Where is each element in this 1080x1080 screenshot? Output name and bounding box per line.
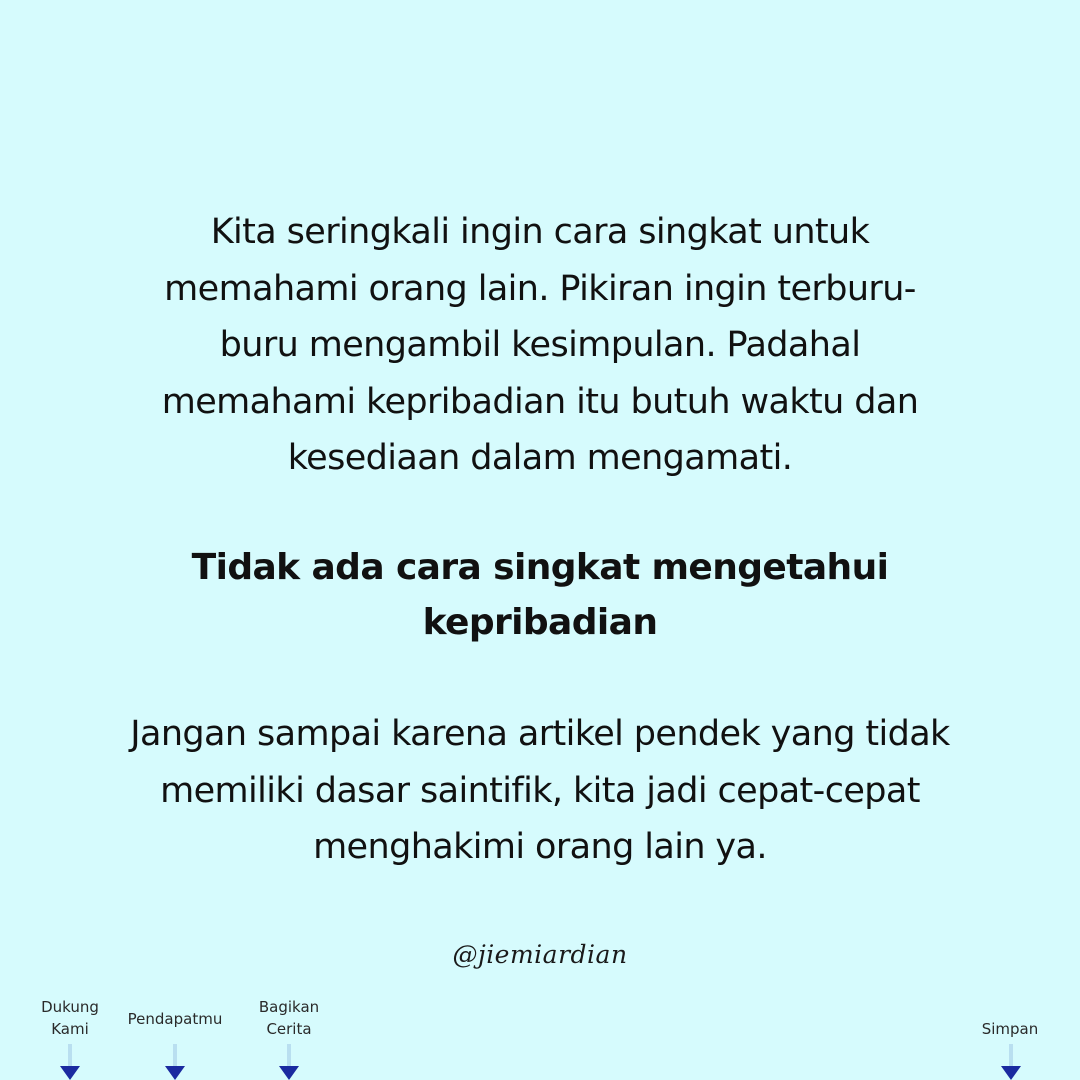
- closing-paragraph: Jangan sampai karena artikel pendek yang tidak memiliki dasar saintifik, kita jadi cepat-cepat menghakimi orang lain ya.: [130, 714, 950, 867]
- arrow-shaft: [173, 1044, 177, 1068]
- share-story-label: Bagikan Cerita: [258, 998, 320, 1038]
- headline: Tidak ada cara singkat mengetahui kepribadian: [191, 547, 889, 643]
- arrow-head: [1001, 1066, 1021, 1080]
- share-story-hint[interactable]: [244, 996, 334, 1040]
- down-arrow-icon: [60, 1044, 80, 1080]
- opinion-label: Pendapatmu: [127, 1010, 223, 1028]
- down-arrow-icon: [165, 1044, 185, 1080]
- arrow-shaft: [287, 1044, 291, 1068]
- arrow-shaft: [1009, 1044, 1013, 1068]
- support-us-hint[interactable]: [30, 996, 110, 1040]
- arrow-head: [279, 1066, 299, 1080]
- support-us-label: Dukung Kami: [41, 998, 99, 1038]
- intro-paragraph: Kita seringkali ingin cara singkat untuk memahami orang lain. Pikiran ingin terburu-buru mengambil kesimpulan. Padahal memahami kepribadian itu butuh waktu dan kesediaan dalam mengamati.: [161, 212, 919, 478]
- down-arrow-icon: [279, 1044, 299, 1080]
- save-label: Simpan: [981, 1020, 1039, 1038]
- down-arrow-icon: [1001, 1044, 1021, 1080]
- author-handle: @jiemiardian: [452, 940, 628, 969]
- arrow-head: [165, 1066, 185, 1080]
- arrow-shaft: [68, 1044, 72, 1068]
- save-hint[interactable]: [970, 1018, 1050, 1040]
- arrow-head: [60, 1066, 80, 1080]
- opinion-hint[interactable]: [115, 1008, 235, 1030]
